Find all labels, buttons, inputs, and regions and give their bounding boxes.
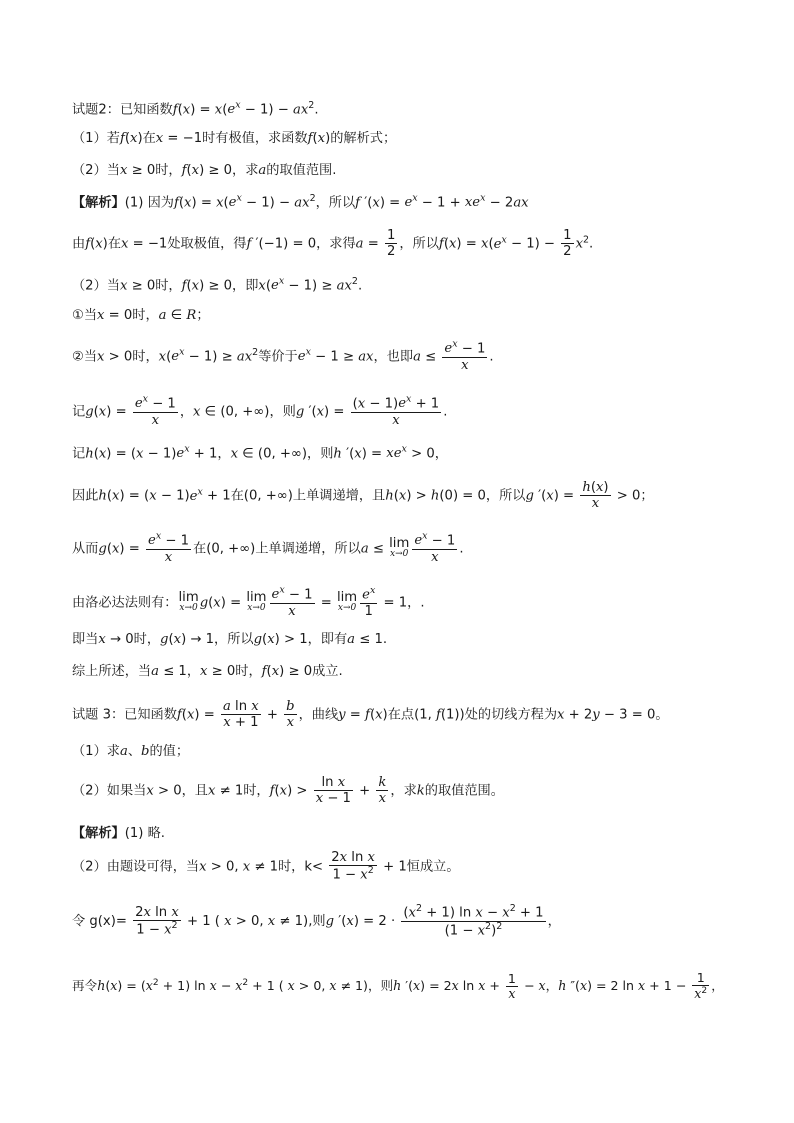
solution2-line8: 因此$h(x) = (x - 1)e^x + 1$在(0, +∞)上单调递增，且h(x) > h(0) = 0，所以g ′(x) = $\frac{h(x)}{x}$ > 0；	[72, 480, 654, 512]
text: ，则	[269, 404, 296, 420]
text: 时，	[132, 349, 159, 365]
problem2-title: 试题2：已知函数$f(x) = x(e^x - 1) - ax^2$.	[72, 100, 319, 118]
text: 由洛必达法则有：	[72, 595, 178, 611]
text: 恒成立。	[406, 859, 460, 875]
solution3-line2: （2）由题设可得，当x > 0, x ≠ 1时，k< $\frac{\text{2x ln x}}{1 - x^2}$ + 1恒成立。	[72, 850, 460, 883]
text: （2）如果当	[72, 783, 147, 799]
text: 综上所述，当	[72, 664, 152, 679]
text: ，即	[232, 278, 259, 294]
text: 、	[127, 744, 142, 759]
text: ，即有	[307, 632, 348, 647]
text: 的值；	[149, 744, 190, 759]
problem3-q1: （1）求a、b的值；	[72, 744, 190, 759]
text: ①当	[72, 308, 98, 323]
text: （1）若	[72, 131, 120, 146]
text: ，所以	[399, 236, 439, 252]
text: （2）当	[72, 163, 120, 178]
text: 的解析式；	[330, 131, 397, 146]
text: 上单调递增，且	[292, 488, 386, 504]
text: （1）求	[72, 744, 120, 759]
text: ，求得	[316, 236, 356, 252]
text: 在	[193, 541, 207, 557]
solution-heading: 【解析】	[72, 826, 125, 841]
text: 从而	[72, 541, 99, 557]
problem2-q2: （2）当x ≥ 0时，f(x) ≥ 0，求a的取值范围.	[72, 163, 337, 178]
text: 时，	[243, 783, 270, 799]
text: ,则	[308, 914, 326, 930]
text: 在	[230, 488, 244, 504]
solution2-line5: ②当x > 0时，$x(e^x - 1) \ge ax^2$等价于$e^x - 1$ ≥ ax，也即a ≤ $\frac{e^x - 1}{x}$ .	[72, 339, 494, 373]
text: 时，	[155, 163, 182, 178]
text: 在	[142, 131, 156, 146]
solution3-line4: 再令$h(x) = (x^2 + 1)$ $\ln x - x^2 + 1$ ( x > 0, x ≠ 1)，则h ′(x) = 2x ln x + $\frac{1}{x}$ − x，h ″(x) = 2 ln x + 1 − $\frac{1}{x^2}$ ，	[72, 970, 724, 1002]
solution2-line3: （2）当x ≥ 0时，f(x) ≥ 0，即$x(e^x - 1) \ge ax^2$.	[72, 276, 363, 294]
text: 记	[72, 446, 86, 462]
text: (1) 略.	[124, 826, 166, 841]
text: 成立.	[312, 664, 343, 679]
text: 再令	[72, 978, 98, 994]
problem3-q2: （2）如果当x > 0，且x ≠ 1时，f(x) > $\frac{\text{ln x}}{x - 1}$ + $\frac{k}{x}$ ，求k的取值范围。	[72, 775, 504, 807]
text: ，求	[232, 163, 259, 178]
text: 等价于	[258, 349, 298, 365]
solution2-line7: 记$h(x) = (x - 1)e^x + 1$，x ∈ (0, +∞)，则h $'(x) = xe^x > 0$，	[72, 444, 448, 462]
text: 上单调递增，所以	[255, 541, 361, 557]
text: ②当	[72, 349, 98, 365]
solution2-line4: ①当x = 0时，a ∈ R；	[72, 308, 210, 323]
text: 在	[107, 236, 122, 252]
solution-heading: 【解析】	[72, 195, 125, 211]
text: 处的切线方程为	[464, 707, 558, 723]
text: 由	[72, 236, 86, 252]
text: （2）当	[72, 278, 120, 294]
text: 时，	[133, 632, 161, 647]
text: 处取极值，得	[167, 236, 247, 252]
text: 时，	[235, 664, 262, 679]
text: ，且	[181, 783, 208, 799]
text: 的取值范围。	[424, 783, 504, 799]
solution3-line1	[72, 825, 734, 843]
solution2-line12: 综上所述，当a ≤ 1，x ≥ 0时，f(x) ≥ 0成立.	[72, 664, 343, 679]
text: ，曲线	[298, 707, 339, 723]
text: ，	[711, 978, 724, 994]
solution2-line1: 【解析】(1) 因为$f(x) = x(e^x - 1) - ax^2$，所以f $'(x) = e^x - 1 + xe^x - 2ax$	[72, 193, 529, 211]
text: ，则	[307, 446, 334, 462]
text: 令	[72, 914, 86, 930]
solution3-line3: 令 g(x)= $\frac{\text{2x ln x}}{1 - x^2}$ + 1 ( x > 0, x ≠ 1),则g ′(x) = 2 · $\frac{(x^2 + 1) \ln x - x^2 + 1}{(1 - x^2)^2}$ ，	[72, 903, 561, 938]
text: 在点	[387, 707, 415, 723]
solution2-line11: 即当x → 0时，g(x) → 1，所以g(x) > 1，即有a ≤ 1.	[72, 632, 388, 647]
text: 试题 3：已知函数	[72, 707, 177, 723]
solution2-line10: 由洛必达法则有： lim x→0 g(x) = lim x→0 $\frac{e^x - 1}{x}$ = lim x→0 $\frac{e^x}{1}$ = 1，.	[72, 585, 425, 619]
text: ，也即	[373, 349, 414, 365]
solution2-line2: 由f(x)在x = −1处取极值，得f ′(−1) = 0，求得a = $\frac{1}{2}$ ，所以$f(x) = x(e^x - 1)$ − $\frac{1}{2}$ $x^2$.	[72, 228, 594, 260]
text: 时，	[278, 859, 305, 875]
text: ，所以	[214, 632, 254, 647]
text: 因此	[72, 488, 99, 504]
text: ，所以	[315, 195, 356, 211]
problem3-title: 试题 3：已知函数f(x) = $\frac{\text{a ln x}}{x + 1}$ + $\frac{b}{x}$ ，曲线y = f(x)在点(1, f(1))处的切线方程为x + 2y − 3 = 0。	[72, 699, 669, 731]
text: (1) 因为	[124, 195, 174, 211]
text: ，所以	[485, 488, 526, 504]
text: ，则	[367, 978, 394, 994]
text: 时，	[132, 308, 159, 323]
text: 即当	[72, 632, 99, 647]
problem2-q1: （1）若f(x)在x = −1时有极值，求函数f(x)的解析式；	[72, 131, 397, 146]
text: 试题2：已知函数	[72, 102, 173, 118]
text: 时，	[155, 278, 182, 294]
solution2-line6: 记g(x) = $\frac{e^x - 1}{x}$ ，x ∈ (0, +∞)，则g ′(x) = $\frac{(x - 1)e^x + 1}{x}$ .	[72, 394, 448, 428]
text: （2）由题设可得，当	[72, 859, 200, 875]
text: 时有极值，求函数	[202, 131, 308, 146]
text: 的取值范围.	[266, 163, 337, 178]
text: ，求	[390, 783, 417, 799]
text: 记	[72, 404, 86, 420]
solution2-line9: 从而g(x) = $\frac{e^x - 1}{x}$ 在(0, +∞)上单调递增，所以a ≤ lim x→0 $\frac{e^x - 1}{x}$ .	[72, 531, 464, 565]
